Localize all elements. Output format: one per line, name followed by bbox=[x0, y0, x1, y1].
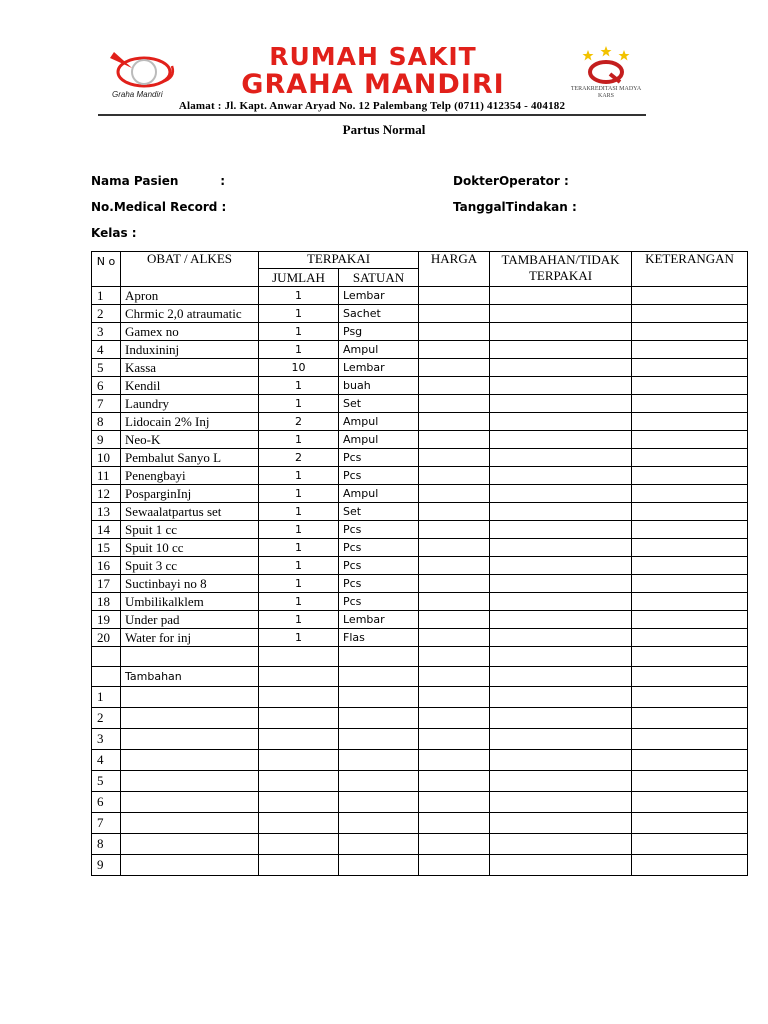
table-row bbox=[92, 377, 748, 395]
item-unit: Ampul bbox=[339, 413, 419, 431]
extra-cell bbox=[419, 750, 490, 771]
extra-cell bbox=[632, 771, 748, 792]
item-quantity: 1 bbox=[259, 575, 339, 593]
extra-cell bbox=[419, 855, 490, 876]
extra-cell bbox=[490, 834, 632, 855]
item-unit: buah bbox=[339, 377, 419, 395]
row-number: 2 bbox=[92, 305, 121, 323]
accreditation-caption: TERAKREDITASI MADYA KARS bbox=[570, 86, 642, 100]
item-unit: Pcs bbox=[339, 557, 419, 575]
item-notes bbox=[632, 395, 748, 413]
extra-cell bbox=[339, 792, 419, 813]
extra-cell bbox=[490, 729, 632, 750]
extra-cell bbox=[490, 708, 632, 729]
item-quantity: 1 bbox=[259, 485, 339, 503]
hospital-name bbox=[188, 44, 558, 98]
item-name: Sewaalatpartus set bbox=[121, 503, 259, 521]
row-number: 9 bbox=[92, 431, 121, 449]
extra-cell bbox=[490, 813, 632, 834]
extra-cell bbox=[339, 813, 419, 834]
item-notes bbox=[632, 449, 748, 467]
item-price bbox=[419, 629, 490, 647]
field-class: Kelas : bbox=[91, 226, 137, 240]
tambahan-label: Tambahan bbox=[121, 667, 259, 687]
extra-row bbox=[92, 792, 748, 813]
row-number: 5 bbox=[92, 359, 121, 377]
header-keterangan: KETERANGAN bbox=[632, 252, 748, 287]
extra-cell bbox=[121, 708, 259, 729]
row-number: 10 bbox=[92, 449, 121, 467]
item-additional bbox=[490, 449, 632, 467]
item-additional bbox=[490, 305, 632, 323]
extra-cell bbox=[339, 855, 419, 876]
table-row bbox=[92, 287, 748, 305]
table-row-blank bbox=[92, 647, 748, 667]
item-additional bbox=[490, 395, 632, 413]
row-number: 13 bbox=[92, 503, 121, 521]
item-name: Laundry bbox=[121, 395, 259, 413]
item-price bbox=[419, 341, 490, 359]
extra-cell bbox=[259, 855, 339, 876]
table-row bbox=[92, 575, 748, 593]
table-row bbox=[92, 629, 748, 647]
table-row bbox=[92, 323, 748, 341]
item-price bbox=[419, 485, 490, 503]
item-name: Gamex no bbox=[121, 323, 259, 341]
field-doctor: DokterOperator : bbox=[453, 174, 569, 188]
item-unit: Pcs bbox=[339, 467, 419, 485]
table-row bbox=[92, 485, 748, 503]
item-additional bbox=[490, 521, 632, 539]
row-number: 1 bbox=[92, 287, 121, 305]
item-name: Kassa bbox=[121, 359, 259, 377]
extra-cell bbox=[121, 792, 259, 813]
item-unit: Pcs bbox=[339, 593, 419, 611]
extra-cell bbox=[419, 792, 490, 813]
extra-cell bbox=[419, 708, 490, 729]
item-additional bbox=[490, 413, 632, 431]
item-additional bbox=[490, 467, 632, 485]
item-quantity: 1 bbox=[259, 377, 339, 395]
extra-row-number: 5 bbox=[92, 771, 121, 792]
extra-cell bbox=[121, 834, 259, 855]
row-number: 6 bbox=[92, 377, 121, 395]
row-number: 18 bbox=[92, 593, 121, 611]
item-unit: Set bbox=[339, 395, 419, 413]
item-price bbox=[419, 431, 490, 449]
item-name: Suctinbayi no 8 bbox=[121, 575, 259, 593]
item-additional bbox=[490, 629, 632, 647]
extra-row-number: 4 bbox=[92, 750, 121, 771]
item-additional bbox=[490, 341, 632, 359]
item-notes bbox=[632, 629, 748, 647]
header-terpakai: TERPAKAI bbox=[259, 252, 419, 269]
item-name: Penengbayi bbox=[121, 467, 259, 485]
extra-cell bbox=[259, 771, 339, 792]
row-number: 3 bbox=[92, 323, 121, 341]
blank-cell bbox=[259, 667, 339, 687]
item-unit: Ampul bbox=[339, 485, 419, 503]
item-unit: Ampul bbox=[339, 431, 419, 449]
items-table bbox=[91, 251, 748, 876]
item-price bbox=[419, 287, 490, 305]
blank-cell bbox=[632, 667, 748, 687]
item-price bbox=[419, 413, 490, 431]
extra-cell bbox=[339, 687, 419, 708]
extra-row bbox=[92, 834, 748, 855]
item-unit: Pcs bbox=[339, 521, 419, 539]
extra-cell bbox=[632, 729, 748, 750]
item-notes bbox=[632, 287, 748, 305]
extra-cell bbox=[490, 750, 632, 771]
item-price bbox=[419, 539, 490, 557]
extra-cell bbox=[419, 834, 490, 855]
extra-row bbox=[92, 855, 748, 876]
row-number: 15 bbox=[92, 539, 121, 557]
hospital-address: Alamat : Jl. Kapt. Anwar Aryad No. 12 Palembang Telp (0711) 412354 - 404182 bbox=[178, 100, 566, 112]
item-additional bbox=[490, 593, 632, 611]
row-number: 17 bbox=[92, 575, 121, 593]
item-unit: Psg bbox=[339, 323, 419, 341]
extra-cell bbox=[490, 771, 632, 792]
item-price bbox=[419, 449, 490, 467]
extra-cell bbox=[121, 729, 259, 750]
extra-cell bbox=[632, 813, 748, 834]
table-row bbox=[92, 305, 748, 323]
table-row bbox=[92, 503, 748, 521]
blank-cell bbox=[490, 667, 632, 687]
item-price bbox=[419, 395, 490, 413]
blank-cell bbox=[259, 647, 339, 667]
item-quantity: 2 bbox=[259, 413, 339, 431]
row-number: 20 bbox=[92, 629, 121, 647]
item-notes bbox=[632, 413, 748, 431]
extra-cell bbox=[339, 750, 419, 771]
blank-cell bbox=[419, 647, 490, 667]
blank-cell bbox=[92, 667, 121, 687]
item-additional bbox=[490, 323, 632, 341]
blank-cell bbox=[339, 667, 419, 687]
item-name: Lidocain 2% Inj bbox=[121, 413, 259, 431]
item-price bbox=[419, 467, 490, 485]
extra-cell bbox=[632, 834, 748, 855]
table-row bbox=[92, 521, 748, 539]
item-additional bbox=[490, 611, 632, 629]
item-quantity: 1 bbox=[259, 629, 339, 647]
item-unit: Pcs bbox=[339, 575, 419, 593]
item-additional bbox=[490, 503, 632, 521]
item-notes bbox=[632, 467, 748, 485]
item-additional bbox=[490, 539, 632, 557]
table-row bbox=[92, 341, 748, 359]
extra-row bbox=[92, 771, 748, 792]
extra-cell bbox=[121, 771, 259, 792]
item-notes bbox=[632, 611, 748, 629]
item-name: Pembalut Sanyo L bbox=[121, 449, 259, 467]
item-quantity: 1 bbox=[259, 287, 339, 305]
extra-cell bbox=[632, 792, 748, 813]
tambahan-row bbox=[92, 667, 748, 687]
table-row bbox=[92, 413, 748, 431]
extra-cell bbox=[121, 855, 259, 876]
item-notes bbox=[632, 521, 748, 539]
item-notes bbox=[632, 593, 748, 611]
extra-cell bbox=[632, 687, 748, 708]
extra-row-number: 2 bbox=[92, 708, 121, 729]
item-price bbox=[419, 305, 490, 323]
row-number: 12 bbox=[92, 485, 121, 503]
item-notes bbox=[632, 539, 748, 557]
row-number: 8 bbox=[92, 413, 121, 431]
item-unit: Lembar bbox=[339, 287, 419, 305]
extra-cell bbox=[121, 750, 259, 771]
row-number: 11 bbox=[92, 467, 121, 485]
extra-cell bbox=[339, 771, 419, 792]
extra-cell bbox=[259, 750, 339, 771]
letterhead-divider bbox=[98, 114, 646, 116]
item-quantity: 1 bbox=[259, 305, 339, 323]
extra-row-number: 6 bbox=[92, 792, 121, 813]
item-quantity: 1 bbox=[259, 467, 339, 485]
item-price bbox=[419, 323, 490, 341]
extra-cell bbox=[121, 687, 259, 708]
row-number: 4 bbox=[92, 341, 121, 359]
item-name: Kendil bbox=[121, 377, 259, 395]
item-additional bbox=[490, 485, 632, 503]
item-quantity: 2 bbox=[259, 449, 339, 467]
table-row bbox=[92, 611, 748, 629]
blank-cell bbox=[121, 647, 259, 667]
item-notes bbox=[632, 377, 748, 395]
extra-row bbox=[92, 750, 748, 771]
item-quantity: 10 bbox=[259, 359, 339, 377]
header-tambahan: TAMBAHAN/TIDAK TERPAKAI bbox=[490, 252, 632, 287]
field-patient-name: Nama Pasien : bbox=[91, 174, 226, 188]
item-unit: Pcs bbox=[339, 449, 419, 467]
table-row bbox=[92, 449, 748, 467]
table-row bbox=[92, 557, 748, 575]
extra-cell bbox=[632, 708, 748, 729]
item-price bbox=[419, 503, 490, 521]
item-price bbox=[419, 521, 490, 539]
extra-cell bbox=[490, 855, 632, 876]
extra-cell bbox=[632, 750, 748, 771]
item-notes bbox=[632, 575, 748, 593]
header-satuan: SATUAN bbox=[339, 269, 419, 287]
extra-row-number: 8 bbox=[92, 834, 121, 855]
item-notes bbox=[632, 431, 748, 449]
extra-cell bbox=[490, 792, 632, 813]
table-row bbox=[92, 467, 748, 485]
extra-cell bbox=[259, 813, 339, 834]
extra-cell bbox=[490, 687, 632, 708]
item-notes bbox=[632, 557, 748, 575]
item-notes bbox=[632, 503, 748, 521]
field-medical-record: No.Medical Record : bbox=[91, 200, 227, 214]
item-notes bbox=[632, 305, 748, 323]
item-additional bbox=[490, 359, 632, 377]
item-notes bbox=[632, 341, 748, 359]
table-row bbox=[92, 593, 748, 611]
row-number: 16 bbox=[92, 557, 121, 575]
item-price bbox=[419, 557, 490, 575]
item-price bbox=[419, 593, 490, 611]
field-action-date: TanggalTindakan : bbox=[453, 200, 577, 214]
item-name: PosparginInj bbox=[121, 485, 259, 503]
item-name: Neo-K bbox=[121, 431, 259, 449]
item-notes bbox=[632, 485, 748, 503]
item-name: Water for inj bbox=[121, 629, 259, 647]
table-row bbox=[92, 431, 748, 449]
extra-row bbox=[92, 813, 748, 834]
extra-cell bbox=[419, 687, 490, 708]
extra-cell bbox=[259, 708, 339, 729]
item-quantity: 1 bbox=[259, 395, 339, 413]
item-price bbox=[419, 377, 490, 395]
item-quantity: 1 bbox=[259, 611, 339, 629]
item-price bbox=[419, 575, 490, 593]
item-notes bbox=[632, 323, 748, 341]
hospital-name-line2: GRAHA MANDIRI bbox=[241, 69, 505, 100]
blank-cell bbox=[419, 667, 490, 687]
item-unit: Sachet bbox=[339, 305, 419, 323]
letterhead bbox=[98, 42, 646, 116]
blank-cell bbox=[339, 647, 419, 667]
extra-cell bbox=[259, 834, 339, 855]
item-quantity: 1 bbox=[259, 431, 339, 449]
item-price bbox=[419, 611, 490, 629]
item-unit: Ampul bbox=[339, 341, 419, 359]
table-row bbox=[92, 539, 748, 557]
extra-row-number: 9 bbox=[92, 855, 121, 876]
item-notes bbox=[632, 359, 748, 377]
extra-row-number: 3 bbox=[92, 729, 121, 750]
item-additional bbox=[490, 431, 632, 449]
table-row bbox=[92, 395, 748, 413]
extra-row bbox=[92, 708, 748, 729]
blank-cell bbox=[92, 647, 121, 667]
item-name: Apron bbox=[121, 287, 259, 305]
item-name: Under pad bbox=[121, 611, 259, 629]
blank-cell bbox=[490, 647, 632, 667]
item-additional bbox=[490, 557, 632, 575]
header-jumlah: JUMLAH bbox=[259, 269, 339, 287]
extra-cell bbox=[259, 729, 339, 750]
header-harga: HARGA bbox=[419, 252, 490, 287]
blank-cell bbox=[632, 647, 748, 667]
item-quantity: 1 bbox=[259, 323, 339, 341]
logo-caption: Graha Mandiri bbox=[112, 90, 163, 99]
extra-row-number: 1 bbox=[92, 687, 121, 708]
item-name: Spuit 10 cc bbox=[121, 539, 259, 557]
item-name: Chrmic 2,0 atraumatic bbox=[121, 305, 259, 323]
extra-cell bbox=[419, 771, 490, 792]
extra-cell bbox=[339, 708, 419, 729]
header-no: N o bbox=[92, 252, 121, 287]
document-title: Partus Normal bbox=[342, 122, 426, 137]
accreditation-logo-icon bbox=[566, 44, 646, 102]
item-quantity: 1 bbox=[259, 341, 339, 359]
item-unit: Set bbox=[339, 503, 419, 521]
extra-cell bbox=[632, 855, 748, 876]
extra-cell bbox=[419, 729, 490, 750]
item-name: Spuit 3 cc bbox=[121, 557, 259, 575]
extra-cell bbox=[339, 834, 419, 855]
item-price bbox=[419, 359, 490, 377]
extra-cell bbox=[121, 813, 259, 834]
item-quantity: 1 bbox=[259, 539, 339, 557]
hospital-logo-icon bbox=[102, 48, 186, 100]
item-name: Umbilikalklem bbox=[121, 593, 259, 611]
item-unit: Pcs bbox=[339, 539, 419, 557]
hospital-name-line1: RUMAH SAKIT bbox=[269, 42, 477, 71]
extra-row bbox=[92, 687, 748, 708]
extra-row bbox=[92, 729, 748, 750]
item-unit: Lembar bbox=[339, 611, 419, 629]
row-number: 19 bbox=[92, 611, 121, 629]
item-quantity: 1 bbox=[259, 557, 339, 575]
item-name: Spuit 1 cc bbox=[121, 521, 259, 539]
table-row bbox=[92, 359, 748, 377]
item-name: Induxininj bbox=[121, 341, 259, 359]
item-unit: Lembar bbox=[339, 359, 419, 377]
item-quantity: 1 bbox=[259, 503, 339, 521]
extra-cell bbox=[339, 729, 419, 750]
row-number: 14 bbox=[92, 521, 121, 539]
item-additional bbox=[490, 377, 632, 395]
extra-cell bbox=[259, 792, 339, 813]
extra-row-number: 7 bbox=[92, 813, 121, 834]
extra-cell bbox=[419, 813, 490, 834]
item-additional bbox=[490, 575, 632, 593]
item-unit: Flas bbox=[339, 629, 419, 647]
item-quantity: 1 bbox=[259, 521, 339, 539]
row-number: 7 bbox=[92, 395, 121, 413]
item-additional bbox=[490, 287, 632, 305]
item-quantity: 1 bbox=[259, 593, 339, 611]
extra-cell bbox=[259, 687, 339, 708]
header-obat: OBAT / ALKES bbox=[121, 252, 259, 287]
